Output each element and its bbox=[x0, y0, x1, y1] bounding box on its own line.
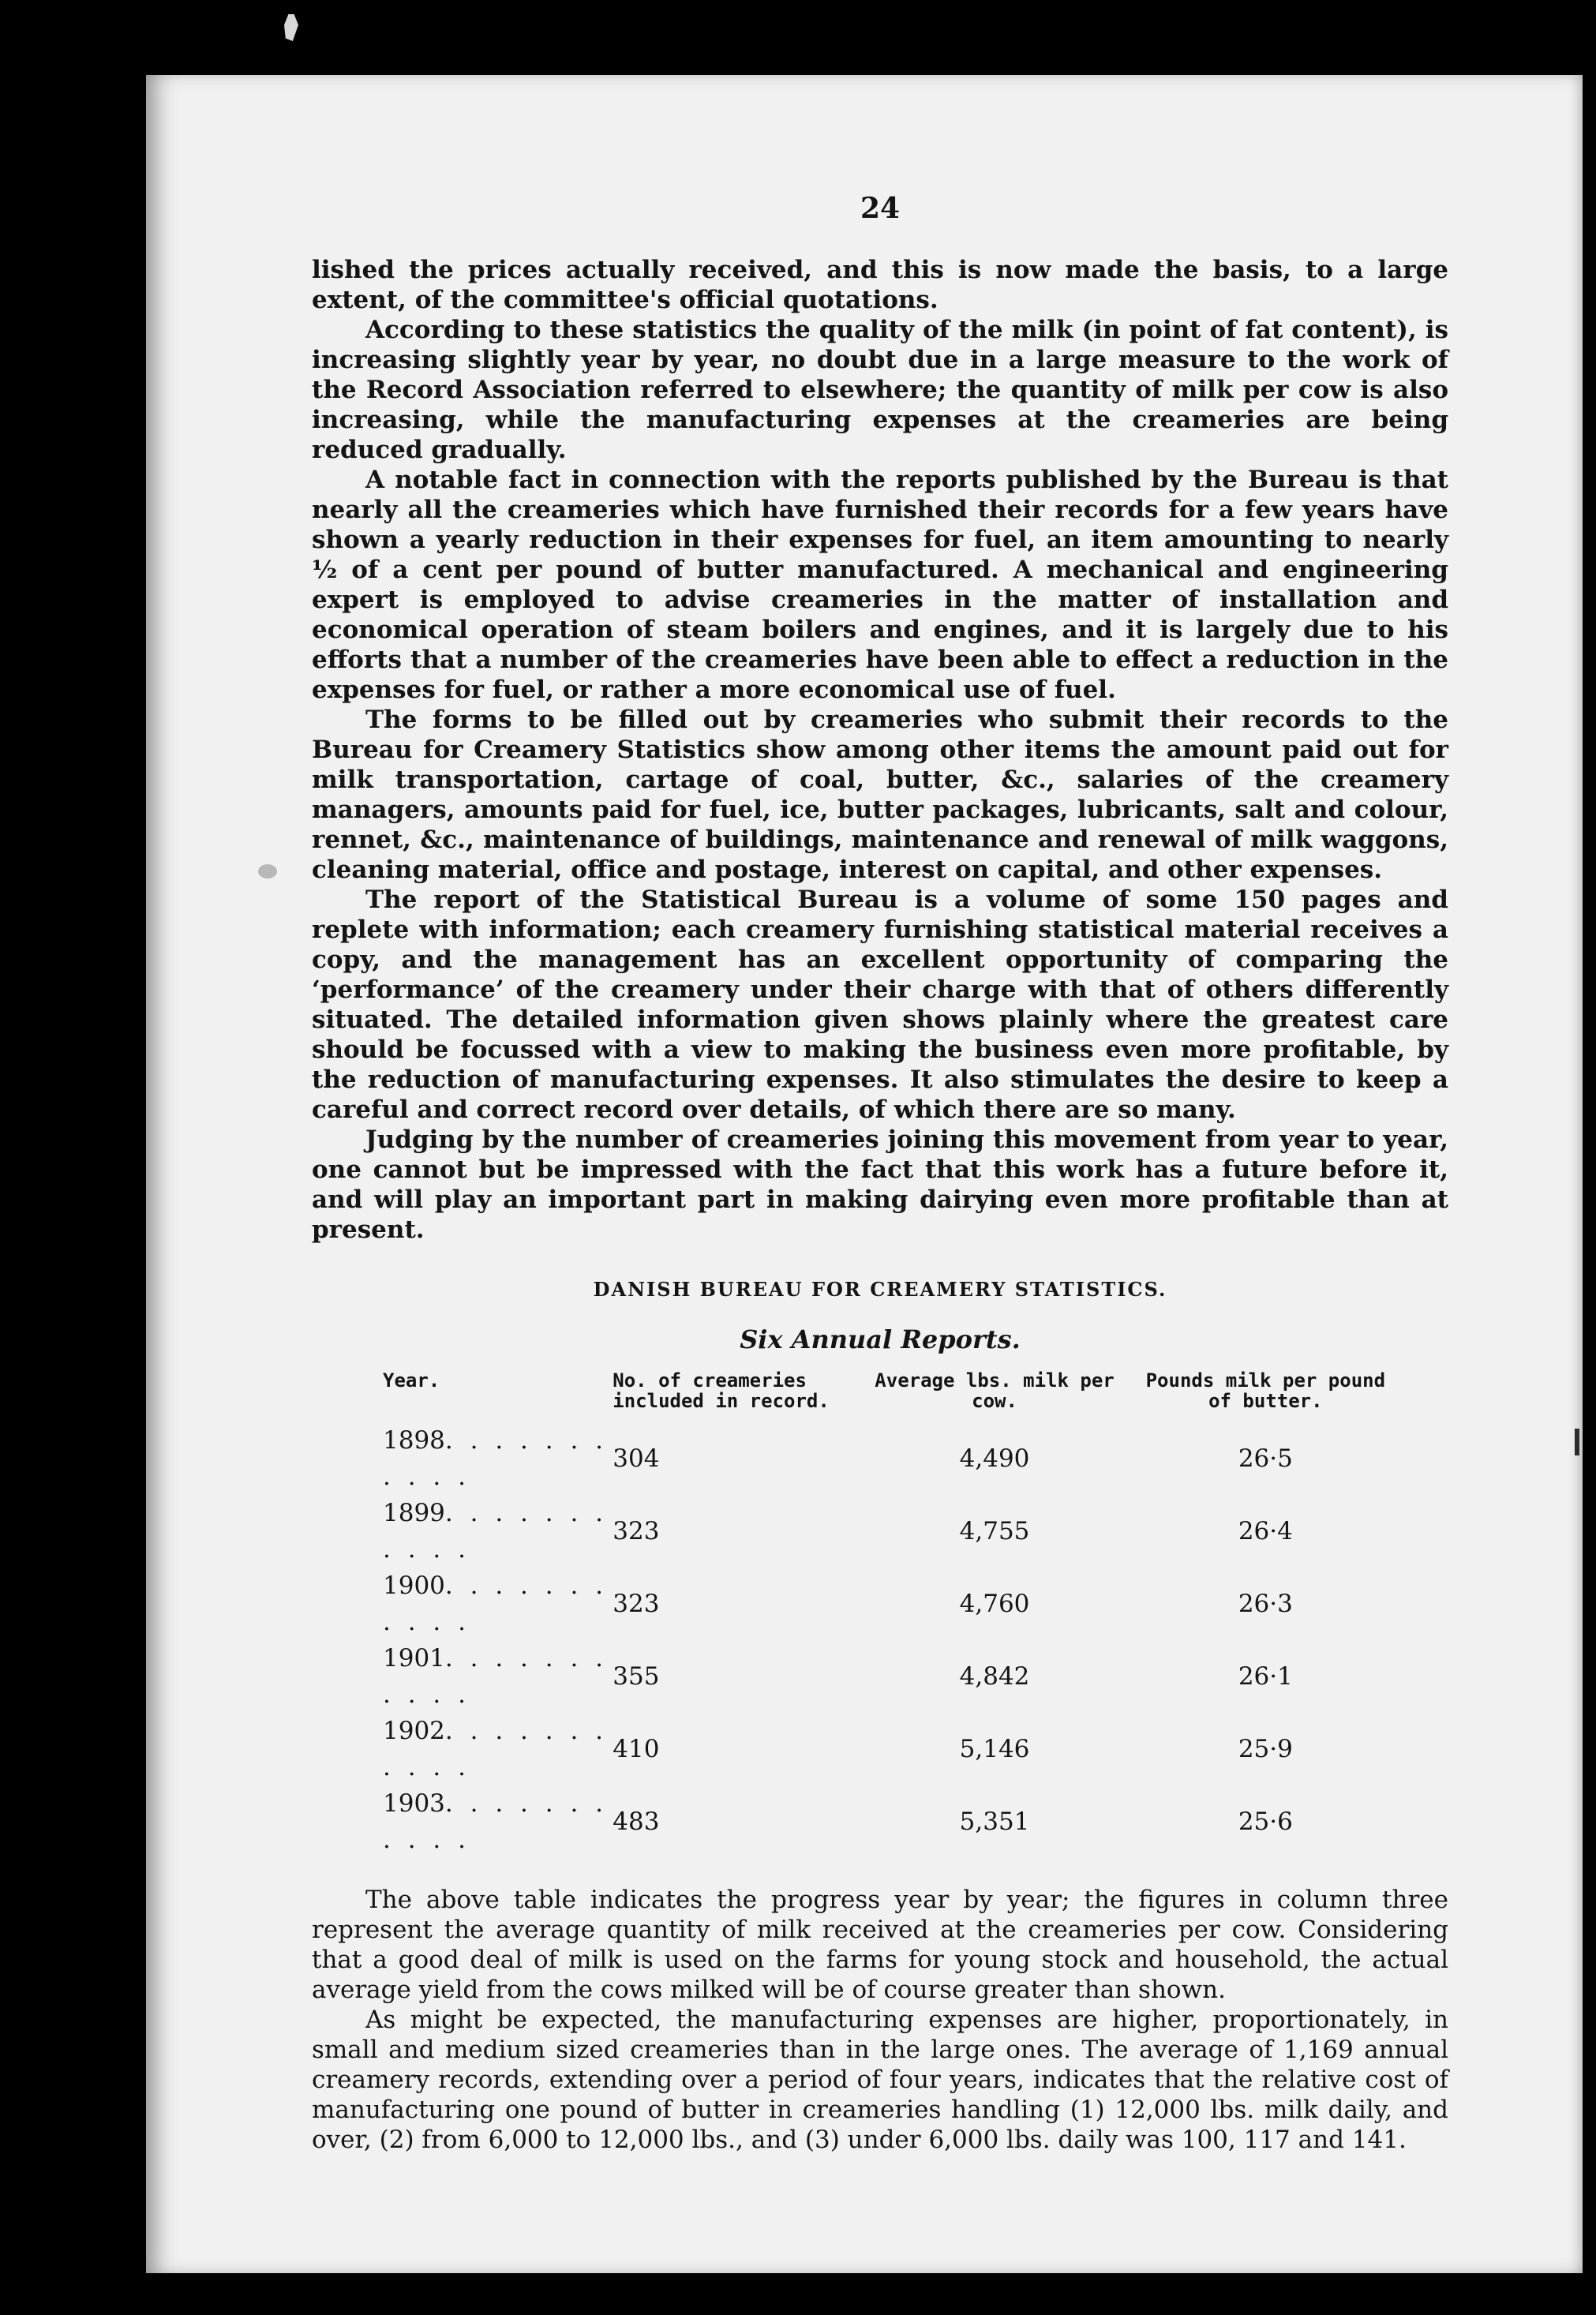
paragraph-after-table-2: As might be expected, the manufacturing expenses are higher, proportionately, in small and medium sized creameries than in the large ones. The average of 1,169 annual creamery records, extending over a period of four years, indicates that the relative cost of manufacturing one pound of butter in creameries handling (1) 12,000 lbs. milk daily, and over, (2) from 6,000 to 12,000 lbs., and (3) under 6,000 lbs. daily was 100, 117 and 141. bbox=[312, 2006, 1448, 2154]
cell-creameries: 355 bbox=[613, 1662, 660, 1691]
cell-avg-milk: 4,490 bbox=[959, 1444, 1030, 1473]
year-value: 1898 bbox=[383, 1426, 445, 1455]
cell-pounds-milk: 25·9 bbox=[1238, 1735, 1293, 1763]
cell-pounds-milk: 25·6 bbox=[1238, 1807, 1293, 1836]
header-year: Year. bbox=[383, 1369, 440, 1392]
header-creameries: No. of creameries included in record. bbox=[613, 1369, 830, 1412]
scan-corner-mark bbox=[284, 14, 298, 41]
paragraph-4: The forms to be filled out by creameries who submit their records to the Bureau for Creamery Statistics show among other items the amount paid out for milk transportation, cartage of coal, butter, &c., salaries of the creamery managers, amounts paid for fuel, ice, butter packages, lubricants, salt and colour, rennet, &c., maintenance of buildings, maintenance and renewal of milk waggons, cleaning material, office and postage, interest on capital, and other expenses. bbox=[312, 706, 1448, 884]
cell-avg-milk: 5,146 bbox=[959, 1735, 1030, 1763]
cell-pounds-milk: 26·1 bbox=[1238, 1662, 1293, 1691]
cell-pounds-milk: 26·3 bbox=[1238, 1590, 1293, 1618]
cell-avg-milk: 4,760 bbox=[959, 1590, 1030, 1618]
table-title: DANISH BUREAU FOR CREAMERY STATISTICS. bbox=[593, 1278, 1167, 1301]
table-subtitle: Six Annual Reports. bbox=[740, 1324, 1021, 1354]
page-edge-mark bbox=[1575, 1429, 1579, 1455]
cell-avg-milk: 4,842 bbox=[959, 1662, 1030, 1691]
dot-leader: . . . . . . . . . . . bbox=[383, 1499, 609, 1564]
cell-year bbox=[383, 1495, 613, 1568]
table-row bbox=[383, 1568, 1401, 1640]
year-value: 1900 bbox=[383, 1571, 445, 1600]
margin-stain bbox=[258, 864, 277, 878]
cell-avg-milk: 5,351 bbox=[959, 1807, 1030, 1836]
header-avg-milk: Average lbs. milk per cow. bbox=[875, 1369, 1115, 1412]
year-value: 1903 bbox=[383, 1789, 445, 1818]
cell-year bbox=[383, 1713, 613, 1785]
table-row bbox=[383, 1422, 1401, 1495]
page-content bbox=[312, 192, 1448, 2155]
cell-year bbox=[383, 1422, 613, 1495]
paragraph-5: The report of the Statistical Bureau is a volume of some 150 pages and replete with information; each creamery furnishing statistical material receives a copy, and the management has an excellent opportunity of comparing the ‘performance’ of the creamery under their charge with that of others differently situated. The detailed information given shows plainly where the greatest care should be focussed with a view to making the business even more profitable, by the reduction of manufacturing expenses. It also stimulates the desire to keep a careful and correct record over details, of which there are so many. bbox=[312, 886, 1448, 1124]
paragraph-3: A notable fact in connection with the reports published by the Bureau is that nearly all the creameries which have furnished their records for a few years have shown a yearly reduction in their expenses for fuel, an item amounting to nearly ½ of a cent per pound of butter manufactured. A mechanical and engineering expert is employed to advise creameries in the matter of installation and economical operation of steam boilers and engines, and it is largely due to his efforts that a number of the creameries have been able to effect a reduction in the expenses for fuel, or rather a more economical use of fuel. bbox=[312, 466, 1448, 704]
year-value: 1902 bbox=[383, 1717, 445, 1745]
paragraph-2: According to these statistics the quality of the milk (in point of fat content), is increasing slightly year by year, no doubt due in a large measure to the work of the Record Association referred to elsewhere; the quantity of milk per cow is also increasing, while the manufacturing expenses at the creameries are being reduced gradually. bbox=[312, 316, 1448, 464]
header-pounds-milk: Pounds milk per pound of butter. bbox=[1145, 1369, 1386, 1412]
dot-leader: . . . . . . . . . . . bbox=[383, 1644, 609, 1709]
table-row bbox=[383, 1640, 1401, 1713]
scanned-page bbox=[146, 75, 1583, 2273]
year-value: 1901 bbox=[383, 1644, 445, 1673]
dot-leader: . . . . . . . . . . . bbox=[383, 1571, 609, 1636]
table-header-row bbox=[383, 1370, 1401, 1422]
dot-leader: . . . . . . . . . . . bbox=[383, 1789, 609, 1854]
paragraph-6: Judging by the number of creameries joining this movement from year to year, one cannot but be impressed with the fact that this work has a future before it, and will play an important part in making dairying even more profitable than at present. bbox=[312, 1126, 1448, 1244]
annual-reports-table bbox=[383, 1370, 1401, 1858]
cell-year bbox=[383, 1785, 613, 1858]
paragraph-after-table-1: The above table indicates the progress year by year; the figures in column three represent the average quantity of milk received at the creameries per cow. Considering that a good deal of milk is used on the farms for young stock and household, the actual average yield from the cows milked will be of course greater than shown. bbox=[312, 1886, 1448, 2004]
year-value: 1899 bbox=[383, 1499, 445, 1527]
dot-leader: . . . . . . . . . . . bbox=[383, 1426, 609, 1491]
page-number: 24 bbox=[860, 192, 901, 225]
cell-creameries: 410 bbox=[613, 1735, 660, 1763]
cell-pounds-milk: 26·5 bbox=[1238, 1444, 1293, 1473]
table-row bbox=[383, 1495, 1401, 1568]
cell-creameries: 483 bbox=[613, 1807, 660, 1836]
cell-year bbox=[383, 1640, 613, 1713]
cell-avg-milk: 4,755 bbox=[959, 1517, 1030, 1545]
table-row bbox=[383, 1713, 1401, 1785]
cell-year bbox=[383, 1568, 613, 1640]
table-row bbox=[383, 1785, 1401, 1858]
cell-creameries: 323 bbox=[613, 1517, 660, 1545]
cell-creameries: 323 bbox=[613, 1590, 660, 1618]
cell-creameries: 304 bbox=[613, 1444, 660, 1473]
cell-pounds-milk: 26·4 bbox=[1238, 1517, 1293, 1545]
paragraph-1: lished the prices actually received, and this is now made the basis, to a large extent, of the committee's official quotations. bbox=[312, 256, 1448, 314]
dot-leader: . . . . . . . . . . . bbox=[383, 1717, 609, 1781]
